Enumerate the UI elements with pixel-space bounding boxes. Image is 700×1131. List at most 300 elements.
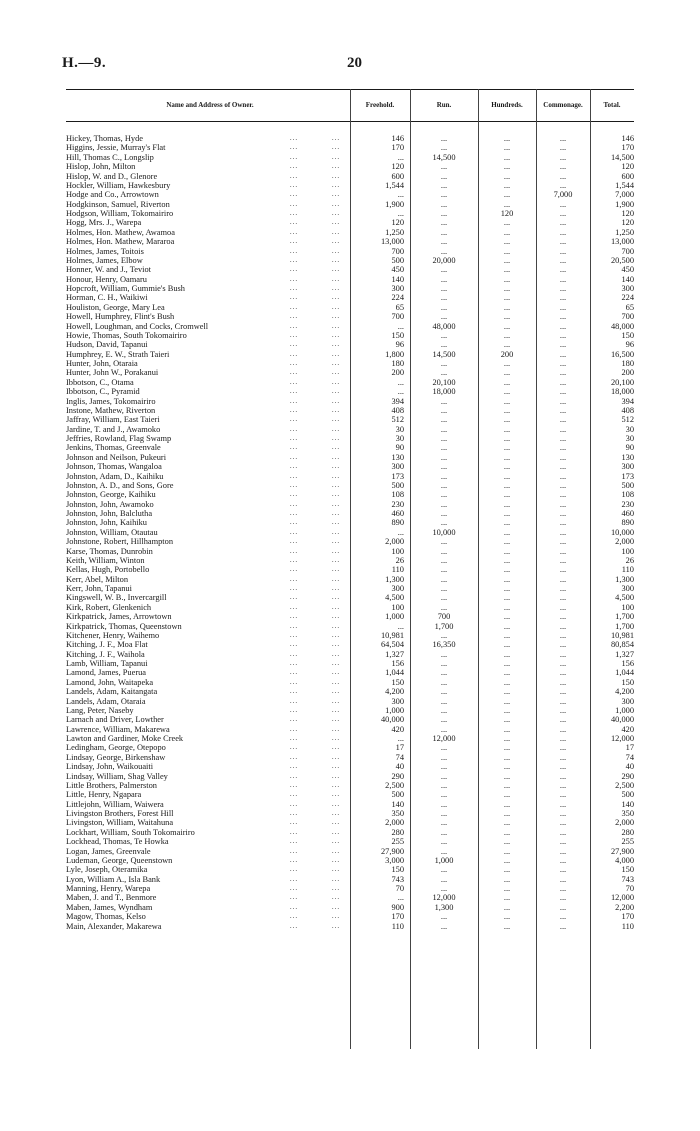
owner-name: Johnston, William, Otautau: [66, 527, 158, 537]
freehold-value: 3,000: [385, 855, 404, 865]
commonage-value: ...: [559, 659, 567, 668]
total-value: 1,044: [615, 668, 634, 678]
hundreds-value: ...: [503, 499, 511, 509]
commonage-value: ...: [559, 827, 567, 837]
total-value: 130: [621, 452, 634, 462]
commonage-value: ...: [559, 499, 567, 509]
run-value: ...: [440, 368, 448, 378]
commonage-value: ...: [559, 790, 567, 800]
commonage-value: ...: [559, 771, 567, 781]
leader-dots: ...: [331, 724, 341, 733]
hundreds-value: ...: [503, 377, 511, 387]
owner-name: Holmes, James, Toitois: [66, 246, 144, 256]
freehold-value: 110: [391, 565, 404, 575]
freehold-value: 600: [391, 171, 404, 181]
hundreds-value: ...: [503, 480, 511, 490]
leader-dots: ...: [289, 734, 299, 742]
freehold-value: 2,000: [385, 818, 404, 828]
commonage-value: ...: [559, 434, 567, 443]
run-value: ...: [440, 499, 448, 509]
run-value: ...: [440, 630, 448, 640]
commonage-value: ...: [559, 180, 567, 190]
commonage-value: ...: [559, 527, 567, 537]
commonage-value: ...: [559, 809, 567, 818]
leader-dots: ...: [289, 537, 299, 546]
owner-name: Howell, Loughman, and Cocks, Cromwell: [66, 321, 209, 331]
leader-dots: ...: [289, 771, 299, 780]
table-row: [66, 903, 634, 912]
leader-dots: ...: [289, 340, 299, 349]
commonage-value: ...: [559, 480, 567, 490]
commonage-value: ...: [559, 677, 567, 687]
owner-name: Livingston Brothers, Forest Hill: [66, 809, 174, 818]
owner-name: Littlejohn, William, Waiwera: [66, 799, 164, 809]
run-value: ...: [440, 921, 448, 931]
hundreds-value: ...: [503, 912, 511, 922]
freehold-value: 70: [395, 884, 404, 893]
hundreds-value: ...: [503, 134, 511, 143]
leader-dots: ...: [289, 312, 299, 321]
leader-dots: ...: [331, 415, 341, 424]
commonage-value: ...: [559, 837, 567, 847]
total-value: 255: [621, 837, 634, 847]
freehold-value: 230: [391, 499, 404, 509]
leader-dots: ...: [331, 368, 341, 377]
hundreds-value: ...: [503, 827, 511, 837]
commonage-value: ...: [559, 293, 567, 303]
owner-name: Johnston, John, Kaihiku: [66, 518, 147, 528]
commonage-value: ...: [559, 752, 567, 762]
hundreds-value: ...: [503, 752, 511, 762]
table-row: [66, 293, 634, 302]
run-value: ...: [440, 134, 448, 143]
hundreds-value: 120: [500, 209, 514, 218]
commonage-value: ...: [559, 377, 567, 387]
hundreds-value: ...: [503, 312, 511, 322]
owner-name: Ledingham, George, Otepopo: [66, 743, 166, 753]
commonage-value: ...: [559, 630, 567, 640]
freehold-value: 65: [395, 302, 404, 312]
leader-dots: ...: [289, 518, 299, 527]
run-value: ...: [440, 874, 448, 884]
run-value: ...: [440, 462, 448, 472]
leader-dots: ...: [331, 602, 341, 611]
commonage-value: ...: [559, 424, 567, 434]
leader-dots: ...: [331, 227, 341, 236]
commonage-value: ...: [559, 743, 567, 753]
owner-name: Jardine, T. and J., Awamoko: [66, 424, 161, 434]
freehold-value: 700: [391, 312, 404, 322]
leader-dots: ...: [331, 471, 341, 480]
total-value: 350: [621, 809, 634, 818]
leader-dots: ...: [289, 762, 299, 771]
hundreds-value: ...: [503, 368, 511, 378]
leader-dots: ...: [289, 368, 299, 377]
column-header-commonage: Commonage.: [543, 101, 583, 109]
leader-dots: ...: [331, 565, 341, 574]
total-value: 110: [621, 565, 634, 575]
leader-dots: ...: [289, 846, 299, 855]
freehold-value: 280: [391, 827, 404, 837]
table-row: [66, 490, 634, 499]
owner-name: Kingswell, W. B., Invercargill: [66, 593, 167, 603]
owner-name: Jaffray, William, East Taieri: [66, 415, 160, 425]
commonage-value: ...: [559, 593, 567, 603]
run-value: ...: [440, 546, 448, 556]
table-row: [66, 818, 634, 827]
commonage-value: ...: [559, 574, 567, 584]
table-row: [66, 359, 634, 368]
hundreds-value: ...: [503, 555, 511, 565]
hundreds-value: ...: [503, 762, 511, 772]
leader-dots: ...: [289, 284, 299, 292]
run-value: ...: [440, 490, 448, 500]
table-row: [66, 368, 634, 377]
run-value: ...: [440, 415, 448, 425]
run-value: ...: [440, 865, 448, 875]
run-value: 10,000: [432, 527, 456, 537]
table-row: [66, 631, 634, 640]
total-value: 40: [625, 762, 634, 772]
total-value: 224: [621, 293, 634, 303]
leader-dots: ...: [331, 884, 341, 892]
freehold-value: 170: [391, 143, 404, 153]
table-row: [66, 697, 634, 706]
table-row: [66, 584, 634, 593]
freehold-value: 10,981: [380, 630, 404, 640]
hundreds-value: ...: [503, 171, 511, 181]
run-value: 14,500: [432, 152, 456, 162]
leader-dots: ...: [289, 921, 299, 930]
leader-dots: ...: [331, 490, 341, 499]
freehold-value: 1,300: [385, 574, 404, 584]
run-value: 1,000: [434, 855, 454, 865]
leader-dots: ...: [289, 640, 299, 649]
leader-dots: ...: [331, 762, 341, 771]
freehold-value: 173: [391, 471, 404, 481]
commonage-value: ...: [559, 546, 567, 556]
leader-dots: ...: [289, 330, 299, 339]
table-row: [66, 668, 634, 677]
owner-name: Kitching, J. F., Waihola: [66, 649, 145, 659]
total-value: 500: [621, 480, 634, 490]
table-row: [66, 397, 634, 406]
leader-dots: ...: [331, 237, 341, 246]
commonage-value: ...: [559, 162, 567, 172]
leader-dots: ...: [331, 537, 341, 546]
owner-name: Lamond, John, Waitapeka: [66, 677, 154, 687]
owner-name: Howell, Humphrey, Flint's Bush: [66, 312, 175, 322]
total-value: 7,000: [615, 190, 634, 200]
total-value: 10,000: [610, 527, 634, 537]
commonage-value: ...: [559, 387, 567, 397]
freehold-value: 1,327: [385, 649, 404, 659]
freehold-value: ...: [397, 527, 404, 537]
commonage-value: ...: [559, 330, 567, 340]
leader-dots: ...: [289, 462, 299, 471]
total-value: 300: [621, 462, 634, 472]
total-value: 512: [621, 415, 634, 425]
leader-dots: ...: [289, 527, 299, 536]
freehold-value: 500: [391, 480, 404, 490]
hundreds-value: ...: [503, 255, 511, 265]
run-value: ...: [440, 434, 448, 443]
run-value: 1,300: [434, 902, 454, 912]
owner-name: Lockhart, William, South Tokomairiro: [66, 827, 195, 837]
total-value: 20,500: [610, 255, 634, 265]
freehold-value: 1,800: [385, 349, 404, 359]
leader-dots: ...: [331, 705, 341, 714]
table-row: [66, 481, 634, 490]
total-value: 80,854: [610, 640, 634, 650]
leader-dots: ...: [289, 790, 299, 799]
commonage-value: ...: [559, 284, 567, 293]
hundreds-value: ...: [503, 715, 511, 725]
leader-dots: ...: [331, 246, 341, 255]
freehold-value: 300: [391, 584, 404, 593]
owner-name: Hickey, Thomas, Hyde: [66, 134, 143, 143]
run-value: ...: [440, 762, 448, 772]
commonage-value: ...: [559, 246, 567, 256]
leader-dots: ...: [331, 162, 341, 171]
leader-dots: ...: [289, 724, 299, 733]
total-value: 140: [621, 274, 634, 284]
commonage-value: ...: [559, 321, 567, 331]
leader-dots: ...: [331, 649, 341, 658]
hundreds-value: ...: [503, 818, 511, 828]
run-value: ...: [440, 687, 448, 697]
owner-name: Lyle, Joseph, Oteramika: [66, 865, 148, 875]
run-value: ...: [440, 799, 448, 809]
freehold-value: 74: [395, 752, 404, 762]
hundreds-value: ...: [503, 893, 511, 903]
freehold-value: ...: [397, 734, 404, 743]
run-value: ...: [440, 696, 448, 706]
owner-name: Lindsay, John, Waikouaiti: [66, 762, 154, 772]
column-header-hundreds: Hundreds.: [491, 101, 523, 109]
run-value: ...: [440, 302, 448, 312]
hundreds-value: ...: [503, 612, 511, 622]
total-value: 1,300: [615, 574, 634, 584]
run-value: ...: [440, 246, 448, 256]
table-row: [66, 415, 634, 424]
total-value: 300: [621, 584, 634, 593]
table-row: [66, 687, 634, 696]
total-value: 1,327: [615, 649, 634, 659]
hundreds-value: ...: [503, 565, 511, 575]
run-value: ...: [440, 602, 448, 612]
total-value: 30: [625, 434, 634, 443]
leader-dots: ...: [289, 705, 299, 714]
commonage-value: ...: [559, 218, 567, 228]
leader-dots: ...: [289, 134, 299, 142]
table-row: [66, 772, 634, 781]
table-row: [66, 350, 634, 359]
freehold-value: ...: [397, 387, 404, 397]
freehold-value: 500: [391, 790, 404, 800]
owner-name: Little, Henry, Ngapara: [66, 790, 142, 800]
leader-dots: ...: [289, 837, 299, 846]
hundreds-value: ...: [503, 837, 511, 847]
owner-name: Landels, Adam, Otaraia: [66, 696, 146, 706]
run-value: ...: [440, 509, 448, 518]
hundreds-value: ...: [503, 846, 511, 856]
run-value: 12,000: [432, 893, 456, 903]
leader-dots: ...: [331, 171, 341, 180]
owner-name: Kerr, John, Tapanui: [66, 584, 132, 593]
run-value: ...: [440, 396, 448, 406]
owner-name: Ibbotson, C., Otama: [66, 377, 134, 387]
total-value: 12,000: [610, 734, 634, 743]
total-value: 743: [621, 874, 634, 884]
owner-name: Lindsay, George, Birkenshaw: [66, 752, 166, 762]
table-row: [66, 237, 634, 246]
owner-name: Lawrence, William, Makarewa: [66, 724, 170, 734]
table-row: [66, 143, 634, 152]
hundreds-value: ...: [503, 705, 511, 715]
commonage-value: ...: [559, 865, 567, 875]
total-value: 10,981: [610, 630, 634, 640]
owner-name: Howie, Thomas, South Tokomairiro: [66, 330, 187, 340]
total-value: 120: [621, 162, 634, 172]
run-value: 20,000: [432, 255, 456, 265]
owner-name: Johnston, John, Awamoko: [66, 499, 154, 509]
owner-name: Johnstone, Robert, Hillhampton: [66, 537, 174, 547]
total-value: 2,500: [615, 780, 634, 790]
table-row: [66, 912, 634, 921]
hundreds-value: ...: [503, 668, 511, 678]
table-row: [66, 509, 634, 518]
table-row: [66, 518, 634, 527]
commonage-value: ...: [559, 902, 567, 912]
owner-name: Ibbotson, C., Pyramid: [66, 387, 140, 397]
run-value: ...: [440, 218, 448, 228]
hundreds-value: ...: [503, 284, 511, 293]
table-row: [66, 462, 634, 471]
total-value: 4,200: [615, 687, 634, 697]
leader-dots: ...: [331, 912, 341, 921]
commonage-value: ...: [559, 209, 567, 218]
freehold-value: 156: [391, 659, 404, 668]
owner-name: Lockhead, Thomas, Te Howka: [66, 837, 169, 847]
total-value: 4,500: [615, 593, 634, 603]
owner-name: Hislop, W. and D., Glenore: [66, 171, 158, 181]
leader-dots: ...: [289, 152, 299, 161]
commonage-value: ...: [559, 705, 567, 715]
table-row: [66, 406, 634, 415]
leader-dots: ...: [331, 180, 341, 189]
commonage-value: ...: [559, 471, 567, 481]
table-row: [66, 443, 634, 452]
owner-name: Kellas, Hugh, Portobello: [66, 565, 150, 575]
run-value: ...: [440, 359, 448, 368]
freehold-value: 130: [391, 452, 404, 462]
freehold-value: 140: [391, 274, 404, 284]
owner-name: Jeffries, Rowland, Flag Swamp: [66, 434, 172, 443]
table-row: [66, 640, 634, 649]
leader-dots: ...: [331, 509, 341, 517]
table-row: [66, 425, 634, 434]
run-value: ...: [440, 809, 448, 818]
run-value: ...: [440, 162, 448, 172]
owner-name: Hudson, David, Tapanui: [66, 340, 148, 350]
run-value: 16,350: [432, 640, 456, 650]
hundreds-value: ...: [503, 143, 511, 153]
owner-name: Hodgson, William, Tokomairiro: [66, 209, 174, 218]
leader-dots: ...: [289, 227, 299, 236]
total-value: 70: [625, 884, 634, 893]
leader-dots: ...: [289, 237, 299, 246]
table-row: [66, 434, 634, 443]
run-value: ...: [440, 452, 448, 462]
freehold-value: 180: [391, 359, 404, 368]
leader-dots: ...: [289, 246, 299, 255]
owner-name: Hunter, John, Otaraia: [66, 359, 138, 368]
owner-name: Johnson and Neilson, Pukeuri: [66, 452, 167, 462]
owner-name: Lyon, William A., Isla Bank: [66, 874, 161, 884]
run-value: ...: [440, 471, 448, 481]
leader-dots: ...: [289, 893, 299, 902]
hundreds-value: ...: [503, 546, 511, 556]
commonage-value: ...: [559, 621, 567, 631]
hundreds-value: ...: [503, 180, 511, 190]
table-row: [66, 265, 634, 274]
leader-dots: ...: [331, 621, 341, 630]
hundreds-value: ...: [503, 537, 511, 547]
commonage-value: ...: [559, 490, 567, 500]
run-value: ...: [440, 659, 448, 668]
commonage-value: ...: [559, 565, 567, 575]
column-header-total: Total.: [603, 101, 621, 109]
run-value: ...: [440, 537, 448, 547]
hundreds-value: ...: [503, 874, 511, 884]
leader-dots: ...: [289, 387, 299, 396]
hundreds-value: ...: [503, 321, 511, 331]
total-value: 1,250: [615, 227, 634, 237]
leader-dots: ...: [289, 302, 299, 311]
freehold-value: 13,000: [380, 237, 404, 247]
freehold-value: ...: [397, 190, 404, 200]
leader-dots: ...: [331, 799, 341, 808]
freehold-value: ...: [397, 152, 404, 162]
leader-dots: ...: [331, 790, 341, 799]
total-value: 1,544: [615, 180, 634, 190]
hundreds-value: ...: [503, 218, 511, 228]
total-value: 96: [625, 340, 634, 350]
owner-name: Hodge and Co., Arrowtown: [66, 190, 159, 200]
hundreds-value: ...: [503, 518, 511, 528]
total-value: 13,000: [610, 237, 634, 247]
table-row: [66, 622, 634, 631]
total-value: 460: [621, 509, 634, 518]
leader-dots: ...: [331, 593, 341, 602]
run-value: ...: [440, 743, 448, 753]
hundreds-value: ...: [503, 593, 511, 603]
commonage-value: ...: [559, 780, 567, 790]
freehold-value: 1,044: [385, 668, 404, 678]
table-row: [66, 856, 634, 865]
leader-dots: ...: [331, 687, 341, 696]
leader-dots: ...: [289, 743, 299, 752]
leader-dots: ...: [331, 809, 341, 817]
freehold-value: 450: [391, 265, 404, 275]
hundreds-value: ...: [503, 509, 511, 518]
leader-dots: ...: [289, 509, 299, 517]
commonage-value: ...: [559, 396, 567, 406]
leader-dots: ...: [289, 443, 299, 452]
owner-name: Johnston, Adam, D., Kaihiku: [66, 471, 164, 481]
leader-dots: ...: [289, 715, 299, 724]
